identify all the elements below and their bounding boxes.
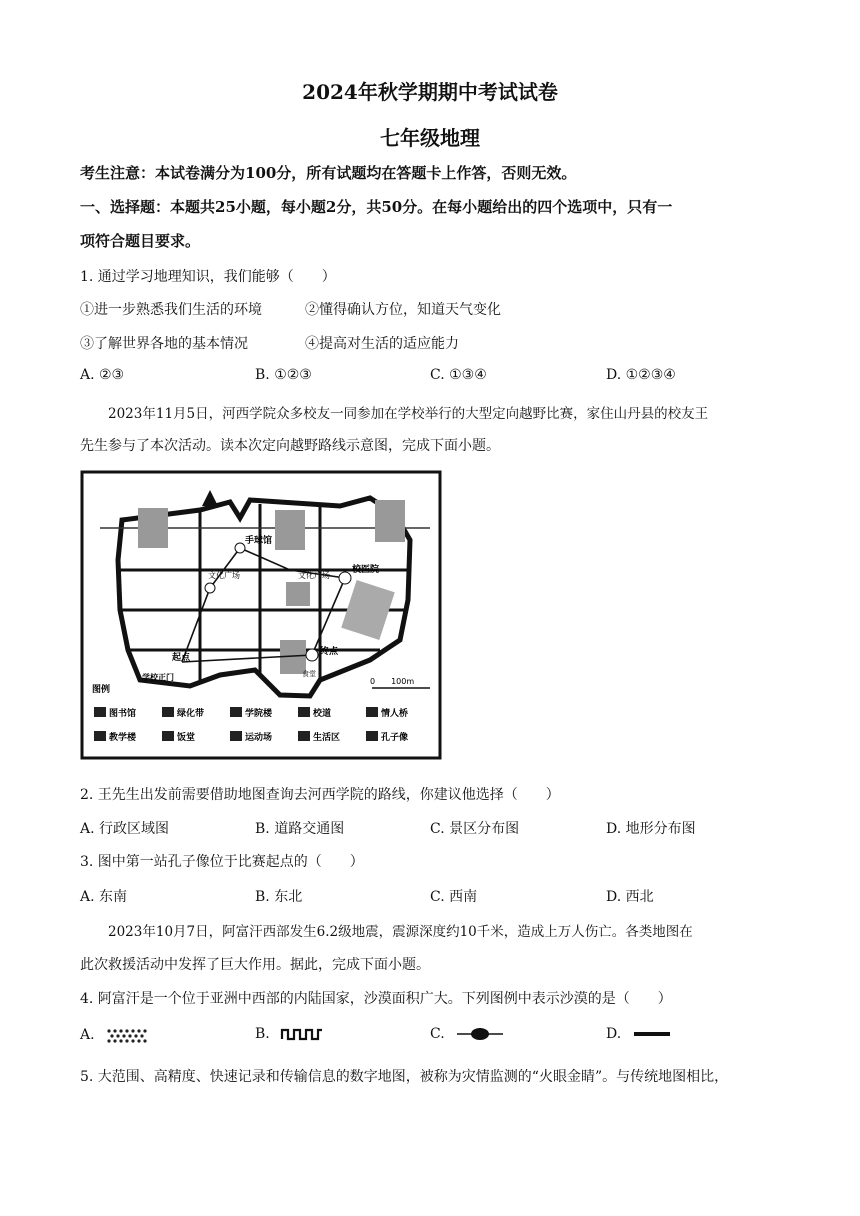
q1-item-2: ②懂得确认方位，知道天气变化 xyxy=(305,302,501,318)
legend-label: 运动场 xyxy=(245,733,273,743)
q1-item-4: ④提高对生活的适应能力 xyxy=(305,336,459,352)
q4-option-c: C. xyxy=(430,1026,505,1042)
legend-symbol xyxy=(298,731,310,741)
q2-option-b: B. 道路交通图 xyxy=(255,821,345,837)
q2-option-a: A. 行政区域图 xyxy=(80,821,170,837)
q4-option-d: D. xyxy=(606,1026,672,1042)
legend-symbol xyxy=(94,731,106,741)
legend-symbol xyxy=(230,707,242,717)
lake-river-symbol xyxy=(455,1026,505,1042)
legend-label: 教学楼 xyxy=(109,733,137,743)
legend-symbol xyxy=(230,731,242,741)
q1-option-c: C. ①③④ xyxy=(430,367,487,383)
exam-notice: 考生注意：本试卷满分为100分，所有试题均在答题卡上作答，否则无效。 xyxy=(80,164,577,182)
legend-label: 情人桥 xyxy=(381,709,409,719)
map-scale: 0 100m xyxy=(370,677,415,686)
q1-option-d: D. ①②③④ xyxy=(606,367,676,383)
passage2-line1: 2023年10月7日，阿富汗西部发生6.2级地震，震源深度约10千米，造成上万人伤亡。各类地图在 xyxy=(108,924,693,940)
section-heading-line1: 一、选择题：本题共25小题，每小题2分，共50分。在每小题给出的四个选项中，只有一 xyxy=(80,198,673,216)
q2-stem: 2. 王先生出发前需要借助地图查询去河西学院的路线，你建议他选择（ ） xyxy=(80,787,560,803)
legend-symbol xyxy=(162,731,174,741)
road-line-symbol xyxy=(632,1029,672,1039)
legend-symbol xyxy=(94,707,106,717)
q4-option-b: B. xyxy=(255,1026,324,1042)
q5-stem: 5. 大范围、高精度、快速记录和传输信息的数字地图，被称为灾情监测的“火眼金睛”。与传统地图相比， xyxy=(80,1069,729,1085)
q3-option-c: C. 西南 xyxy=(430,889,478,905)
map-label-ball: 手球馆 xyxy=(245,536,273,546)
legend-label: 学院楼 xyxy=(245,709,273,719)
legend-label: 绿化带 xyxy=(177,709,205,719)
q4-option-a: A. xyxy=(80,1026,149,1044)
passage1-line1: 2023年11月5日，河西学院众多校友一同参加在学校举行的大型定向越野比赛，家住山丹县的校友王 xyxy=(108,406,709,422)
passage1-line2: 先生参与了本次活动。读本次定向越野路线示意图，完成下面小题。 xyxy=(80,438,500,454)
legend-label: 图书馆 xyxy=(109,709,137,719)
map-label-end: 终点 xyxy=(320,647,339,657)
orienteering-route-map xyxy=(80,470,442,760)
legend-label: 校道 xyxy=(313,709,332,719)
legend-symbol xyxy=(298,707,310,717)
legend-symbol xyxy=(162,707,174,717)
q1-item-1: ①进一步熟悉我们生活的环境 xyxy=(80,302,262,318)
page-title: 2024年秋学期期中考试试卷 xyxy=(302,80,558,104)
passage2-line2: 此次救援活动中发挥了巨大作用。据此，完成下面小题。 xyxy=(80,957,430,973)
q1-stem: 1. 通过学习地理知识，我们能够（ ） xyxy=(80,269,336,285)
map-label-culture2: 文化广场 xyxy=(298,571,330,580)
q1-option-b: B. ①②③ xyxy=(255,367,312,383)
map-label-gate: 学校正门 xyxy=(142,673,174,682)
section-heading-line2: 项符合题目要求。 xyxy=(80,232,201,250)
wall-symbol xyxy=(280,1027,324,1041)
desert-dots-symbol xyxy=(105,1026,149,1044)
map-label-canteen: 食堂 xyxy=(302,670,316,678)
legend-label: 饭堂 xyxy=(177,733,196,743)
legend-label: 生活区 xyxy=(313,733,341,743)
map-legend-title: 图例 xyxy=(92,685,111,695)
q1-option-a: A. ②③ xyxy=(80,367,125,383)
q1-item-3: ③了解世界各地的基本情况 xyxy=(80,336,248,352)
q3-option-a: A. 东南 xyxy=(80,889,128,905)
map-label-start: 起点 xyxy=(172,653,191,663)
q3-option-d: D. 西北 xyxy=(606,889,654,905)
page-subtitle: 七年级地理 xyxy=(380,126,480,150)
q2-option-d: D. 地形分布图 xyxy=(606,821,696,837)
q3-option-b: B. 东北 xyxy=(255,889,303,905)
map-label-hospital: 校医院 xyxy=(352,565,380,575)
legend-symbol xyxy=(366,707,378,717)
map-label-culture1: 文化广场 xyxy=(208,571,240,580)
legend-label: 孔子像 xyxy=(381,733,409,743)
q4-stem: 4. 阿富汗是一个位于亚洲中西部的内陆国家，沙漠面积广大。下列图例中表示沙漠的是（ ） xyxy=(80,991,672,1007)
q3-stem: 3. 图中第一站孔子像位于比赛起点的（ ） xyxy=(80,854,364,870)
legend-symbol xyxy=(366,731,378,741)
q2-option-c: C. 景区分布图 xyxy=(430,821,520,837)
